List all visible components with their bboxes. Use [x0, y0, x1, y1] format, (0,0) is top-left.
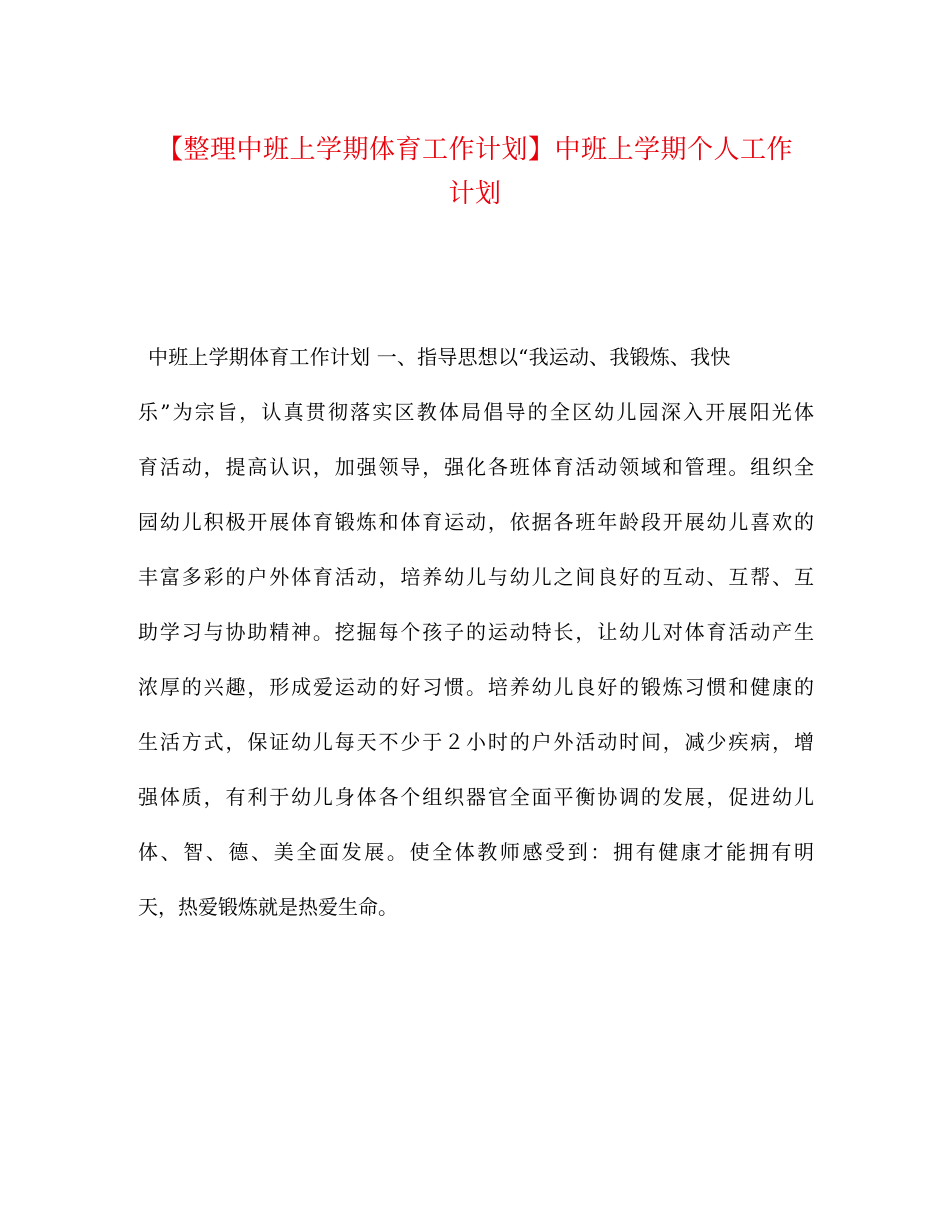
body-line-4: 园幼儿积极开展体育锻炼和体育运动，依据各班年龄段开展幼儿喜欢的: [138, 510, 814, 534]
body-line-7: 浓厚的兴趣，形成爱运动的好习惯。培养幼儿良好的锻炼习惯和健康的: [138, 675, 814, 699]
title-line-1: 【整理中班上学期体育工作计划】中班上学期个人工作: [156, 135, 793, 165]
body-line-3: 育活动，提高认识，加强领导，强化各班体育活动领域和管理。组织全: [138, 455, 814, 479]
document-title: [120, 128, 830, 216]
body-line-5: 丰富多彩的户外体育活动，培养幼儿与幼儿之间良好的互动、互帮、互: [138, 565, 814, 589]
body-line-11: 天，热爱锻炼就是热爱生命。: [138, 895, 398, 919]
document-body: [138, 330, 814, 935]
body-line-9: 强体质，有利于幼儿身体各个组织器官全面平衡协调的发展，促进幼儿: [138, 785, 814, 809]
body-line-8: 生活方式，保证幼儿每天不少于２小时的户外活动时间，减少疾病，增: [138, 730, 814, 754]
title-line-2: 计划: [448, 179, 502, 209]
body-line-6: 助学习与协助精神。挖掘每个孩子的运动特长，让幼儿对体育活动产生: [138, 620, 814, 644]
body-line-1: 中班上学期体育工作计划 一、指导思想以“我运动、我锻炼、我快: [148, 345, 731, 369]
body-line-10: 体、智、德、美全面发展。使全体教师感受到：拥有健康才能拥有明: [138, 840, 814, 864]
body-line-2: 乐”为宗旨，认真贯彻落实区教体局倡导的全区幼儿园深入开展阳光体: [138, 400, 814, 424]
